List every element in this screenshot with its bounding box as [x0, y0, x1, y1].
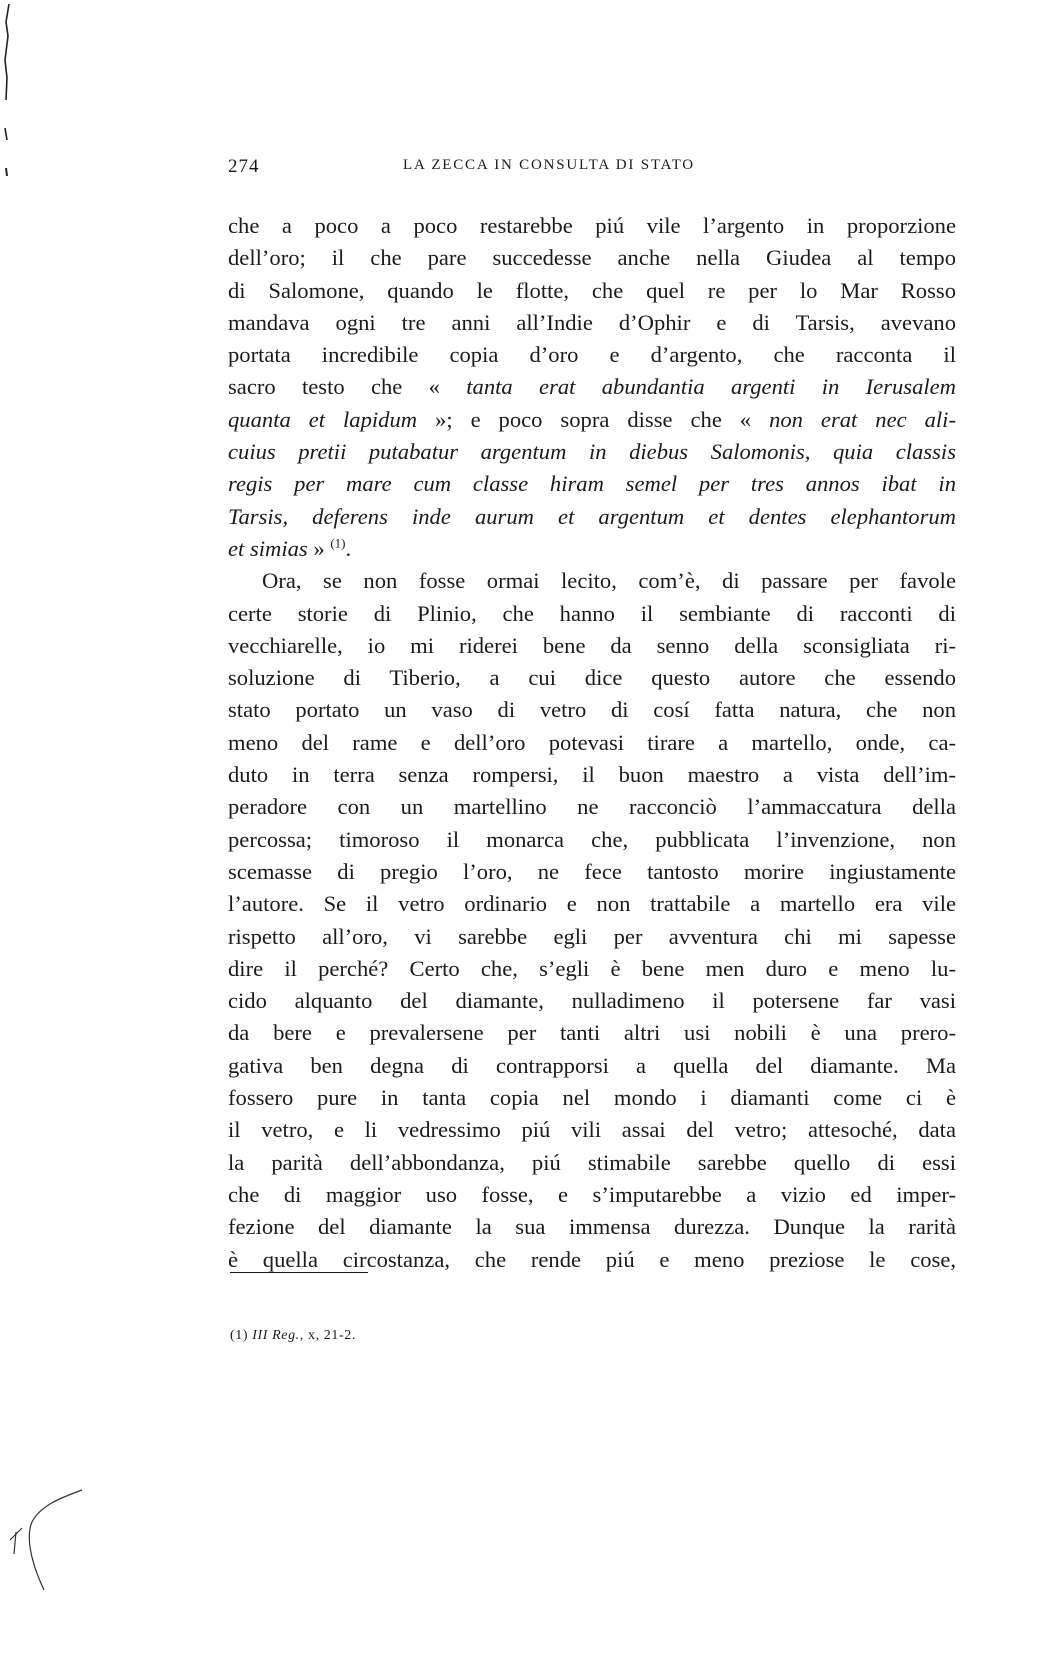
text-segment: duto in terra senza rompersi, il buon maestro a vista dell’im-	[228, 762, 956, 788]
text-segment: dire il perché? Certo che, s’egli è bene men duro e meno lu-	[228, 955, 956, 981]
text-segment: rispetto all’oro, vi sarebbe egli per avventura chi mi sapesse	[228, 923, 956, 949]
running-head	[228, 156, 956, 180]
text-line	[228, 824, 956, 856]
text-line	[228, 1244, 956, 1276]
text-line	[228, 565, 956, 597]
text-segment: vecchiarelle, io mi riderei bene da senno della sconsigliata ri-	[228, 632, 956, 658]
text-segment: Ora, se non fosse ormai lecito, com’è, di passare per favole	[262, 568, 956, 594]
text-line	[228, 210, 956, 242]
text-segment: tanta erat abundantia argenti in Ierusalem	[466, 374, 956, 400]
text-line	[228, 630, 956, 662]
text-line	[228, 598, 956, 630]
text-segment: da bere e prevalersene per tanti altri usi nobili è una prero-	[228, 1020, 956, 1046]
text-segment: è quella circostanza, che rende piú e meno preziose le cose,	[228, 1246, 956, 1272]
text-segment: regis per mare cum classe hiram semel per tres annos ibat in	[228, 471, 956, 497]
text-segment: cuius pretii putabatur argentum in diebus Salomonis, quia classis	[228, 439, 956, 465]
text-line	[228, 953, 956, 985]
text-segment: soluzione di Tiberio, a cui dice questo autore che essendo	[228, 665, 956, 691]
running-title: LA ZECCA IN CONSULTA DI STATO	[403, 157, 695, 173]
text-segment: fossero pure in tanta copia nel mondo i diamanti come ci è	[228, 1085, 956, 1111]
text-line	[228, 985, 956, 1017]
text-segment: certe storie di Plinio, che hanno il sembiante di racconti di	[228, 600, 956, 626]
text-line	[228, 1017, 956, 1049]
text-line	[228, 694, 956, 726]
page-number: 274	[228, 156, 260, 177]
footnote-marker: (1)	[230, 1328, 249, 1343]
text-line	[228, 791, 956, 823]
footnote	[230, 1328, 356, 1344]
text-line	[228, 339, 956, 371]
left-margin-scan-marks	[0, 0, 30, 200]
text-segment: stato portato un vaso di vetro di cosí fatta natura, che non	[228, 697, 956, 723]
text-segment: scemasse di pregio l’oro, ne fece tantosto morire ingiustamente	[228, 858, 956, 884]
text-segment: quanta et lapidum	[228, 406, 418, 432]
text-line	[228, 1114, 956, 1146]
text-line	[228, 533, 956, 565]
text-segment: che a poco a poco restarebbe piú vile l’argento in proporzione	[228, 213, 956, 238]
text-line	[228, 436, 956, 468]
text-line	[228, 307, 956, 339]
text-line	[228, 1211, 956, 1243]
text-segment: Tarsis, deferens inde aurum et argentum et dentes elephantorum	[228, 503, 956, 529]
text-segment: il vetro, e li vedressimo piú vili assai del vetro; attesoché, data	[228, 1117, 956, 1143]
text-line	[228, 371, 956, 403]
text-line	[228, 727, 956, 759]
footnote-reference: III Reg.	[252, 1328, 300, 1343]
text-segment: portata incredibile copia d’oro e d’argento, che racconta il	[228, 342, 956, 368]
text-segment: gativa ben degna di contrapporsi a quella del diamante. Ma	[228, 1052, 956, 1078]
text-segment: che di maggior uso fosse, e s’imputarebbe a vizio ed imper-	[228, 1181, 956, 1207]
text-segment: fezione del diamante la sua immensa durezza. Dunque la rarità	[228, 1214, 956, 1240]
text-segment: .	[345, 535, 352, 561]
text-line	[228, 501, 956, 533]
text-segment: peradore con un martellino ne racconciò l’ammaccatura della	[228, 794, 956, 820]
text-line	[228, 921, 956, 953]
text-line	[228, 1082, 956, 1114]
footnote-rule	[230, 1272, 368, 1273]
text-segment: »	[307, 535, 331, 561]
footnote-reference-detail: , x, 21-2.	[299, 1328, 356, 1343]
text-line	[228, 759, 956, 791]
text-line	[228, 856, 956, 888]
text-segment: percossa; timoroso il monarca che, pubblicata l’invenzione, non	[228, 826, 956, 852]
text-segment: dell’oro; il che pare succedesse anche nella Giudea al tempo	[228, 245, 956, 271]
text-segment: la parità dell’abbondanza, piú stimabile sarebbe quello di essi	[228, 1149, 956, 1175]
text-line	[228, 1147, 956, 1179]
bottom-corner-pencil-mark	[0, 1470, 100, 1664]
text-line	[228, 662, 956, 694]
text-segment: meno del rame e dell’oro potevasi tirare a martello, onde, ca-	[228, 729, 956, 755]
text-segment: sacro testo che «	[228, 374, 467, 400]
footnote-ref-marker: (1)	[330, 535, 346, 551]
text-segment: mandava ogni tre anni all’Indie d’Ophir e di Tarsis, avevano	[228, 309, 956, 335]
text-line	[228, 404, 956, 436]
text-segment: l’autore. Se il vetro ordinario e non trattabile a martello era vile	[228, 891, 956, 917]
text-segment: cido alquanto del diamante, nulladimeno il potersene far vasi	[228, 988, 956, 1014]
text-segment: »; e poco sopra disse che «	[417, 406, 770, 432]
text-line	[228, 1179, 956, 1211]
body-text	[228, 210, 956, 1276]
text-line	[228, 275, 956, 307]
text-segment: di Salomone, quando le flotte, che quel re per lo Mar Rosso	[228, 277, 956, 303]
text-line	[228, 468, 956, 500]
text-line	[228, 1050, 956, 1082]
text-line	[228, 888, 956, 920]
text-line	[228, 242, 956, 274]
text-segment: non erat nec ali-	[769, 406, 956, 432]
text-segment: et simias	[228, 535, 308, 561]
